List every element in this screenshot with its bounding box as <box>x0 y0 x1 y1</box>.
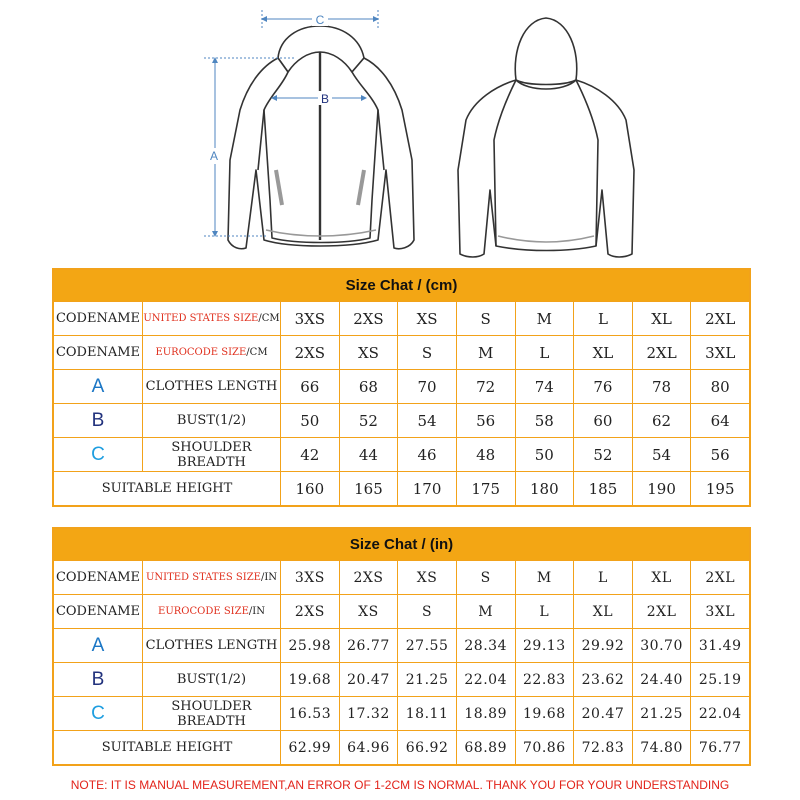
value-cell: 29.13 <box>515 629 574 663</box>
value-cell: 76.77 <box>691 731 750 765</box>
row-label: CODENAME <box>54 302 143 336</box>
value-cell: 22.83 <box>515 663 574 697</box>
value-cell: 165 <box>339 472 398 506</box>
value-cell: 66.92 <box>398 731 457 765</box>
value-cell: 50 <box>515 438 574 472</box>
size-cell: 3XS <box>281 561 340 595</box>
value-cell: 31.49 <box>691 629 750 663</box>
size-system-label: EUROCODE SIZE/IN <box>143 595 281 629</box>
measure-label: SUITABLE HEIGHT <box>54 731 281 765</box>
value-cell: 70.86 <box>515 731 574 765</box>
size-cell: L <box>515 595 574 629</box>
value-cell: 22.04 <box>456 663 515 697</box>
row-label: CODENAME <box>54 336 143 370</box>
size-cell: M <box>456 336 515 370</box>
size-cell: M <box>515 302 574 336</box>
measure-label: BUST(1/2) <box>143 404 281 438</box>
value-cell: 18.11 <box>398 697 457 731</box>
size-cell: XL <box>574 336 633 370</box>
value-cell: 180 <box>515 472 574 506</box>
measure-letter-b: B <box>54 663 143 697</box>
size-cell: XL <box>632 302 691 336</box>
value-cell: 72.83 <box>574 731 633 765</box>
measure-letter-b: B <box>54 404 143 438</box>
size-cell: M <box>456 595 515 629</box>
size-cell: XL <box>574 595 633 629</box>
value-cell: 23.62 <box>574 663 633 697</box>
value-cell: 25.19 <box>691 663 750 697</box>
value-cell: 64.96 <box>339 731 398 765</box>
value-cell: 66 <box>281 370 340 404</box>
measure-letter-c: C <box>54 438 143 472</box>
dimension-b-label: B <box>320 92 330 106</box>
value-cell: 74 <box>515 370 574 404</box>
value-cell: 62 <box>632 404 691 438</box>
size-system-label: UNITED STATES SIZE/CM <box>143 302 281 336</box>
size-system-label: EUROCODE SIZE/CM <box>143 336 281 370</box>
measure-label: SHOULDER BREADTH <box>143 438 281 472</box>
table-row <box>54 404 750 438</box>
value-cell: 42 <box>281 438 340 472</box>
size-system-label: UNITED STATES SIZE/IN <box>143 561 281 595</box>
measure-letter-a: A <box>54 629 143 663</box>
value-cell: 195 <box>691 472 750 506</box>
table-row <box>54 663 750 697</box>
value-cell: 64 <box>691 404 750 438</box>
size-cell: XS <box>339 595 398 629</box>
measure-letter-a: A <box>54 370 143 404</box>
measure-letter-c: C <box>54 697 143 731</box>
value-cell: 17.32 <box>339 697 398 731</box>
value-cell: 56 <box>691 438 750 472</box>
value-cell: 20.47 <box>574 697 633 731</box>
size-cell: 3XL <box>691 595 750 629</box>
table-row <box>54 731 750 765</box>
jacket-size-diagram <box>0 0 800 262</box>
value-cell: 19.68 <box>515 697 574 731</box>
size-cell: 2XS <box>339 561 398 595</box>
size-table-cm <box>52 268 751 507</box>
table-row <box>54 336 750 370</box>
value-cell: 68 <box>339 370 398 404</box>
value-cell: 26.77 <box>339 629 398 663</box>
size-cell: 3XS <box>281 302 340 336</box>
value-cell: 52 <box>574 438 633 472</box>
value-cell: 76 <box>574 370 633 404</box>
size-cell: 2XS <box>281 336 340 370</box>
value-cell: 24.40 <box>632 663 691 697</box>
value-cell: 21.25 <box>632 697 691 731</box>
size-cell: S <box>456 302 515 336</box>
table-row <box>54 472 750 506</box>
size-cell: S <box>398 595 457 629</box>
size-cell: XS <box>398 302 457 336</box>
size-cell: XS <box>398 561 457 595</box>
value-cell: 62.99 <box>281 731 340 765</box>
value-cell: 58 <box>515 404 574 438</box>
value-cell: 44 <box>339 438 398 472</box>
value-cell: 54 <box>398 404 457 438</box>
size-cell: 2XL <box>691 561 750 595</box>
size-cell: 2XL <box>691 302 750 336</box>
value-cell: 68.89 <box>456 731 515 765</box>
value-cell: 16.53 <box>281 697 340 731</box>
row-label: CODENAME <box>54 595 143 629</box>
value-cell: 54 <box>632 438 691 472</box>
value-cell: 190 <box>632 472 691 506</box>
size-cell: L <box>515 336 574 370</box>
value-cell: 27.55 <box>398 629 457 663</box>
value-cell: 60 <box>574 404 633 438</box>
measure-label: SHOULDER BREADTH <box>143 697 281 731</box>
measure-label: CLOTHES LENGTH <box>143 370 281 404</box>
value-cell: 20.47 <box>339 663 398 697</box>
table-row <box>54 370 750 404</box>
value-cell: 52 <box>339 404 398 438</box>
size-cell: XS <box>339 336 398 370</box>
value-cell: 74.80 <box>632 731 691 765</box>
table-row <box>54 302 750 336</box>
value-cell: 185 <box>574 472 633 506</box>
size-cell: S <box>398 336 457 370</box>
value-cell: 18.89 <box>456 697 515 731</box>
value-cell: 30.70 <box>632 629 691 663</box>
size-table-inch <box>52 527 751 766</box>
size-cell: L <box>574 302 633 336</box>
measurement-note: NOTE: IT IS MANUAL MEASUREMENT,AN ERROR OF 1-2CM IS NORMAL. THANK YOU FOR YOUR UNDERSTANDING <box>70 778 730 792</box>
value-cell: 25.98 <box>281 629 340 663</box>
measure-label: BUST(1/2) <box>143 663 281 697</box>
size-cell: 2XS <box>281 595 340 629</box>
value-cell: 175 <box>456 472 515 506</box>
size-cell: M <box>515 561 574 595</box>
size-cell: 3XL <box>691 336 750 370</box>
value-cell: 21.25 <box>398 663 457 697</box>
value-cell: 28.34 <box>456 629 515 663</box>
value-cell: 22.04 <box>691 697 750 731</box>
value-cell: 80 <box>691 370 750 404</box>
dimension-c-label: C <box>315 13 325 27</box>
jacket-back-illustration <box>458 18 634 257</box>
size-cell: 2XS <box>339 302 398 336</box>
value-cell: 70 <box>398 370 457 404</box>
value-cell: 56 <box>456 404 515 438</box>
size-cell: 2XL <box>632 595 691 629</box>
table-title: Size Chat / (cm) <box>54 270 750 302</box>
measure-label: SUITABLE HEIGHT <box>54 472 281 506</box>
table-row <box>54 629 750 663</box>
table-row <box>54 595 750 629</box>
jacket-front-illustration <box>228 26 414 249</box>
value-cell: 46 <box>398 438 457 472</box>
value-cell: 29.92 <box>574 629 633 663</box>
table-row <box>54 438 750 472</box>
size-cell: L <box>574 561 633 595</box>
value-cell: 48 <box>456 438 515 472</box>
value-cell: 160 <box>281 472 340 506</box>
dimension-a-label: A <box>209 149 219 163</box>
table-row <box>54 697 750 731</box>
size-cell: 2XL <box>632 336 691 370</box>
size-cell: XL <box>632 561 691 595</box>
value-cell: 50 <box>281 404 340 438</box>
measure-label: CLOTHES LENGTH <box>143 629 281 663</box>
size-cell: S <box>456 561 515 595</box>
table-row <box>54 561 750 595</box>
value-cell: 72 <box>456 370 515 404</box>
value-cell: 78 <box>632 370 691 404</box>
row-label: CODENAME <box>54 561 143 595</box>
value-cell: 19.68 <box>281 663 340 697</box>
value-cell: 170 <box>398 472 457 506</box>
table-title: Size Chat / (in) <box>54 529 750 561</box>
